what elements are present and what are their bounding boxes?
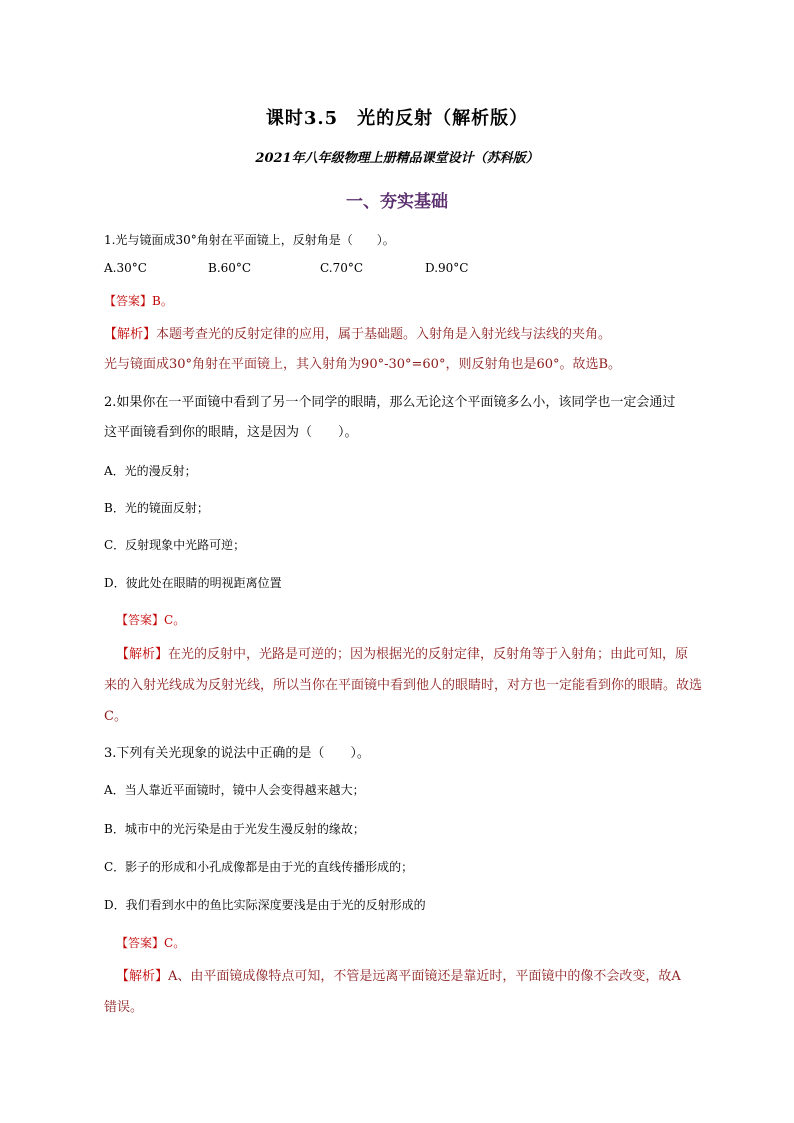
q1-option-a: A.30°C: [104, 261, 147, 275]
analysis-text: 本题考查光的反射定律的应用，属于基础题。入射角是入射光线与法线的夹角。: [156, 327, 612, 342]
q1-analysis: [104, 323, 611, 342]
document-subtitle: 2021年八年级物理上册精品课堂设计（苏科版）: [255, 151, 539, 166]
analysis-label: 【解析】: [104, 327, 157, 342]
analysis-text: 在光的反射中，光路是可逆的；因为根据光的反射定律，反射角等于入射角；由此可知，原: [168, 647, 689, 662]
q2-question-line1: 2.如果你在一平面镜中看到了另一个同学的眼睛，那么无论这个平面镜多么小，该同学也一定会通过: [104, 395, 676, 410]
q1-analysis-line2: 光与镜面成30°角射在平面镜上，其入射角为90°-30°=60°，则反射角也是60°。故选B。: [104, 357, 622, 372]
q2-analysis-line1: [116, 643, 688, 662]
q2-analysis-line2: 来的入射光线成为反射光线，所以当你在平面镜中看到他人的眼睛时，对方也一定能看到你的眼睛。故选: [104, 678, 703, 693]
answer-value: C。: [164, 613, 186, 627]
answer-label: 【答案】: [116, 936, 165, 950]
document-title: 课时3.5 光的反射（解析版）: [265, 108, 529, 129]
answer-label: 【答案】: [104, 294, 153, 308]
section-heading: 一、夯实基础: [346, 192, 448, 212]
q3-option-a: A．当人靠近平面镜时，镜中人会变得越来越大；: [104, 783, 365, 797]
q2-option-a: A．光的漫反射；: [104, 464, 197, 478]
q3-option-b: B．城市中的光污染是由于光发生漫反射的缘故；: [104, 822, 365, 836]
analysis-label: 【解析】: [116, 969, 169, 984]
q2-analysis-line3: C。: [104, 709, 127, 724]
q1-question: 1.光与镜面成30°角射在平面镜上，反射角是（ ）。: [104, 233, 395, 247]
q1-answer: [104, 292, 173, 309]
q3-option-d: D．我们看到水中的鱼比实际深度要浅是由于光的反射形成的: [104, 898, 426, 912]
q3-answer: [116, 934, 185, 951]
q3-analysis-line2: 错误。: [104, 1000, 144, 1015]
analysis-label: 【解析】: [116, 647, 169, 662]
q3-question: 3.下列有关光现象的说法中正确的是（ ）。: [104, 746, 370, 761]
q3-option-c: C．影子的形成和小孔成像都是由于光的直线传播形成的；: [104, 860, 414, 874]
q1-option-c: C.70°C: [320, 261, 364, 275]
answer-value: B。: [152, 294, 173, 308]
q2-answer: [116, 611, 185, 628]
answer-label: 【答案】: [116, 613, 165, 627]
q2-option-c: C．反射现象中光路可逆；: [104, 538, 246, 552]
q1-option-d: D.90°C: [425, 261, 469, 275]
analysis-text: A、由平面镜成像特点可知，不管是远离平面镜还是靠近时，平面镜中的像不会改变，故A: [168, 969, 681, 984]
q2-question-line2: 这平面镜看到你的眼睛，这是因为（ ）。: [104, 425, 358, 440]
answer-value: C。: [164, 936, 186, 950]
q2-option-d: D．彼此处在眼睛的明视距离位置: [104, 576, 282, 590]
q1-option-b: B.60°C: [208, 261, 252, 275]
q3-analysis-line1: [116, 965, 681, 984]
q2-option-b: B．光的镜面反射；: [104, 501, 209, 515]
